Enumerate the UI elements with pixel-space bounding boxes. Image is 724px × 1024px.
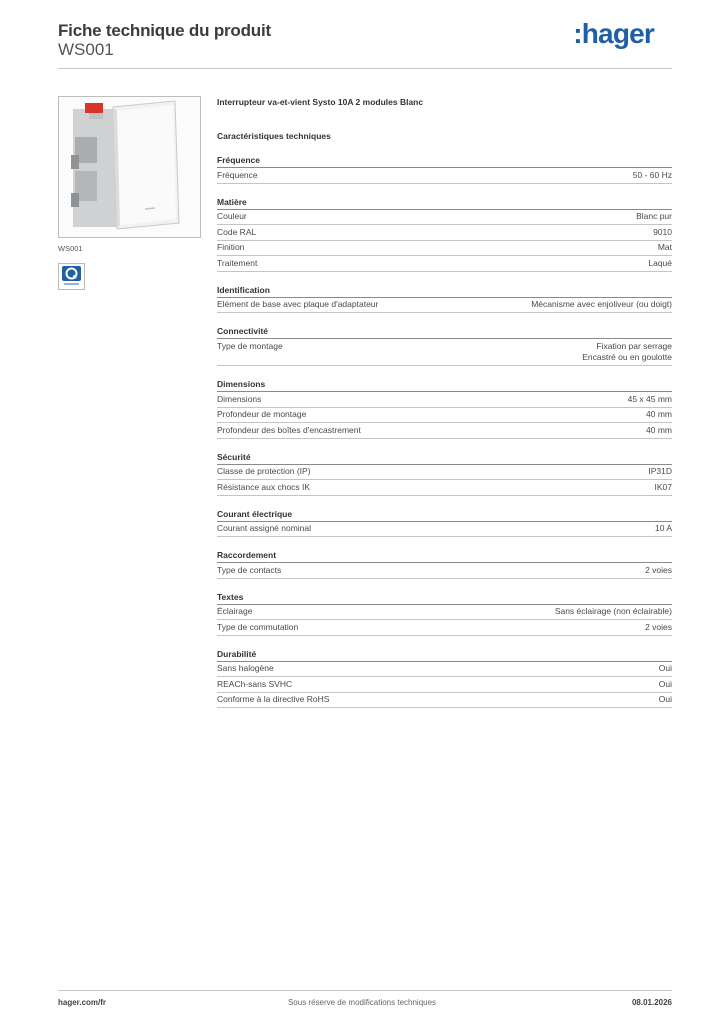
spec-row [217, 693, 672, 709]
spec-value-line: Fixation par serrage [596, 340, 672, 351]
spec-value-line: Oui [658, 663, 672, 673]
spec-value-line: 2 voies [645, 621, 672, 632]
spec-value [646, 409, 672, 421]
spec-value-line: IP31D [648, 466, 672, 476]
spec-value [659, 663, 672, 675]
spec-group [217, 452, 672, 496]
spec-row [217, 392, 672, 408]
spec-label: Dimensions [217, 393, 262, 404]
spec-group [217, 592, 672, 636]
spec-group [217, 155, 672, 184]
spec-value [636, 211, 672, 223]
spec-value-line: 45 x 45 mm [627, 393, 672, 404]
spec-group-title: Matière [217, 197, 672, 210]
spec-row [217, 662, 672, 678]
spec-group [217, 326, 672, 366]
spec-row [217, 423, 672, 439]
spec-value [633, 170, 672, 182]
spec-value [645, 565, 672, 577]
spec-label: Éclairage [217, 606, 253, 616]
footer-website-link[interactable]: hager.com/fr [58, 998, 107, 1007]
product-name: Interrupteur va-et-vient Systo 10A 2 modules Blanc [217, 97, 424, 107]
spec-value-line: 40 mm [646, 409, 672, 419]
spec-label: Sans halogène [217, 663, 274, 673]
spec-label: Code RAL [217, 226, 257, 237]
spec-group [217, 197, 672, 272]
spec-label: Résistance aux chocs IK [217, 481, 311, 492]
spec-group-title: Fréquence [217, 155, 672, 168]
spec-value-line: Oui [658, 694, 672, 704]
spec-value [582, 341, 672, 364]
spec-value [646, 425, 672, 437]
footer-divider [58, 990, 672, 991]
spec-value [655, 482, 673, 494]
spec-row [217, 241, 672, 257]
spec-value [648, 258, 672, 270]
spec-row [217, 677, 672, 693]
spec-group [217, 649, 672, 709]
spec-value [659, 679, 672, 691]
spec-row [217, 168, 672, 184]
spec-label: Profondeur des boîtes d'encastrement [217, 424, 361, 435]
spec-row [217, 339, 672, 366]
spec-value [658, 242, 672, 254]
spec-group-title: Durabilité [217, 649, 672, 662]
spec-group-title: Dimensions [217, 379, 672, 392]
spec-value [531, 299, 672, 311]
spec-row [217, 256, 672, 272]
spec-value-line: 9010 [653, 226, 672, 237]
spec-value-line: 40 mm [646, 424, 672, 435]
spec-value-line: Oui [658, 678, 672, 689]
spec-value-line: 2 voies [645, 564, 672, 575]
spec-group-title: Identification [217, 285, 672, 298]
spec-label: Traitement [217, 257, 258, 268]
spec-label: Fréquence [217, 169, 258, 180]
spec-value-line: Sans éclairage (non éclairable) [554, 606, 672, 616]
photo-caption: WS001 [58, 244, 83, 253]
quality-certification-badge-icon [58, 263, 85, 290]
spec-value [653, 227, 672, 239]
spec-value-line: Mat [657, 242, 672, 252]
spec-value-line: IK07 [654, 481, 672, 492]
document-title: Fiche technique du produit [58, 21, 271, 40]
footer-disclaimer: Sous réserve de modifications techniques [287, 998, 437, 1007]
spec-label: Classe de protection (IP) [217, 466, 311, 476]
spec-group-title: Sécurité [217, 452, 672, 465]
spec-value [555, 606, 672, 618]
spec-label: Profondeur de montage [217, 409, 307, 419]
product-reference: WS001 [58, 40, 114, 59]
spec-value-line: Encastré ou en goulotte [582, 352, 672, 362]
spec-group [217, 285, 672, 314]
spec-group-title: Textes [217, 592, 672, 605]
spec-label: Elément de base avec plaque d'adaptateur [217, 299, 379, 309]
spec-row [217, 620, 672, 636]
spec-value-line: Mécanisme avec enjoliveur (ou doigt) [531, 299, 672, 309]
spec-row [217, 210, 672, 226]
spec-group [217, 550, 672, 579]
spec-row [217, 522, 672, 538]
header-divider [58, 68, 672, 69]
spec-value [628, 394, 672, 406]
spec-value-line: Blanc pur [636, 211, 672, 221]
spec-row [217, 480, 672, 496]
product-photo [58, 96, 201, 238]
spec-value [655, 523, 672, 535]
spec-group [217, 379, 672, 439]
spec-group-title: Connectivité [217, 326, 672, 339]
spec-label: Finition [217, 242, 245, 252]
section-heading: Caractéristiques techniques [217, 131, 331, 141]
spec-value-line: Laqué [648, 257, 672, 268]
spec-label: REACh-sans SVHC [217, 678, 293, 689]
spec-groups [217, 155, 672, 708]
spec-label: Conforme à la directive RoHS [217, 694, 330, 704]
spec-label: Type de contacts [217, 564, 282, 575]
spec-row [217, 605, 672, 621]
hager-logo: :hager [573, 18, 654, 49]
spec-value [645, 622, 672, 634]
spec-value-line: 10 A [654, 523, 672, 533]
spec-label: Couleur [217, 211, 247, 221]
spec-group-title: Raccordement [217, 550, 672, 563]
spec-row [217, 465, 672, 481]
spec-label: Type de commutation [217, 621, 299, 632]
spec-group [217, 509, 672, 538]
spec-row [217, 225, 672, 241]
spec-value-line: 50 - 60 Hz [632, 169, 672, 180]
spec-row [217, 563, 672, 579]
technical-specs [217, 96, 672, 708]
spec-value [648, 466, 672, 478]
page-header [58, 20, 672, 70]
spec-value [659, 694, 672, 706]
spec-row [217, 408, 672, 424]
spec-label: Type de montage [217, 340, 283, 351]
spec-label: Courant assigné nominal [217, 523, 312, 533]
footer-date: 08.01.2026 [631, 998, 672, 1007]
spec-row [217, 298, 672, 314]
spec-group-title: Courant électrique [217, 509, 672, 522]
